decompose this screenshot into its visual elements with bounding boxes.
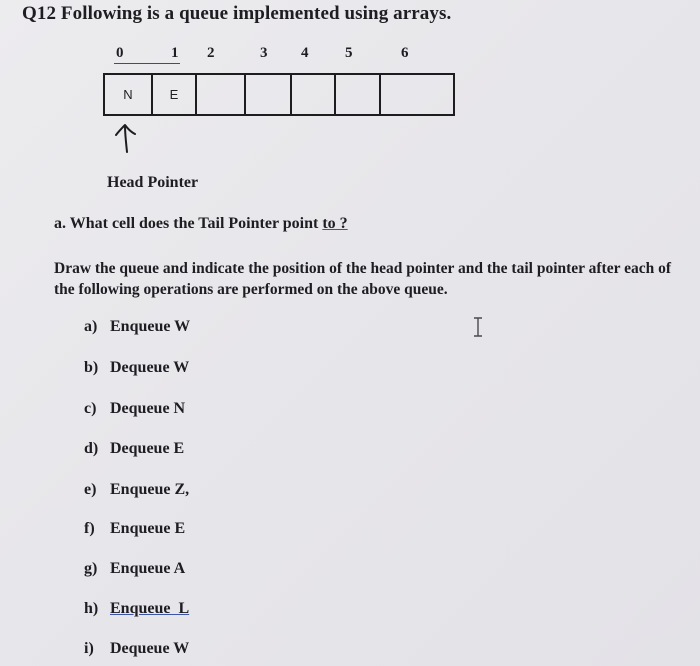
- queue-array: [103, 73, 455, 116]
- operation-label: f): [84, 520, 95, 537]
- operation-label: e): [84, 481, 97, 498]
- operation-item: [84, 481, 189, 499]
- queue-cell: [292, 75, 336, 114]
- index-label: 5: [345, 45, 353, 61]
- operation-item: [84, 560, 185, 578]
- instructions-paragraph: Draw the queue and indicate the position of the head pointer and the tail pointer after each of the following operations are performed on the above queue.: [54, 260, 671, 298]
- index-underline: [114, 63, 180, 64]
- index-label: 0: [116, 45, 124, 61]
- index-label: 3: [260, 45, 268, 61]
- question-title: Q12 Following is a queue implemented using arrays.: [22, 3, 452, 24]
- queue-cell: E: [153, 75, 197, 114]
- index-label: 6: [401, 45, 409, 61]
- operation-text: Enqueue L: [110, 600, 190, 617]
- hand-drawn-up-arrow-icon: [110, 122, 140, 156]
- queue-cell: [246, 75, 292, 114]
- part-a-text: a. What cell does the Tail Pointer point: [54, 215, 323, 232]
- operation-text: Dequeue E: [110, 440, 185, 457]
- operation-text: Enqueue W: [110, 318, 191, 335]
- operation-label: b): [84, 359, 99, 376]
- operation-item: [84, 400, 185, 418]
- index-label: 2: [207, 45, 215, 61]
- part-a-underlined-text: to ?: [322, 215, 348, 232]
- operation-item: [84, 318, 190, 336]
- queue-cell: [197, 75, 246, 114]
- operation-label: g): [84, 560, 98, 577]
- operation-label: i): [84, 640, 94, 657]
- operation-label: c): [84, 400, 97, 417]
- operation-item: [84, 600, 189, 618]
- head-pointer-label: Head Pointer: [107, 174, 199, 191]
- operation-text: Dequeue N: [110, 400, 186, 417]
- operation-text: Enqueue Z,: [110, 481, 190, 498]
- operation-item: [84, 359, 189, 377]
- operation-text: Dequeue W: [110, 640, 190, 657]
- index-label: 1: [171, 45, 179, 61]
- operation-item: [84, 520, 185, 538]
- operation-label: d): [84, 440, 99, 457]
- operation-text: Dequeue W: [110, 359, 190, 376]
- operation-item: [84, 440, 184, 458]
- text-cursor-icon: [472, 317, 484, 337]
- operation-text: Enqueue A: [110, 560, 186, 577]
- queue-cell: N: [105, 75, 153, 114]
- index-label: 4: [301, 45, 309, 61]
- operation-text: Enqueue E: [110, 520, 186, 537]
- queue-cell: [336, 75, 381, 114]
- operation-label: a): [84, 318, 98, 335]
- operation-label: h): [84, 600, 99, 617]
- operation-item: [84, 640, 189, 658]
- queue-cell: [381, 75, 453, 114]
- part-a-question: [54, 215, 348, 233]
